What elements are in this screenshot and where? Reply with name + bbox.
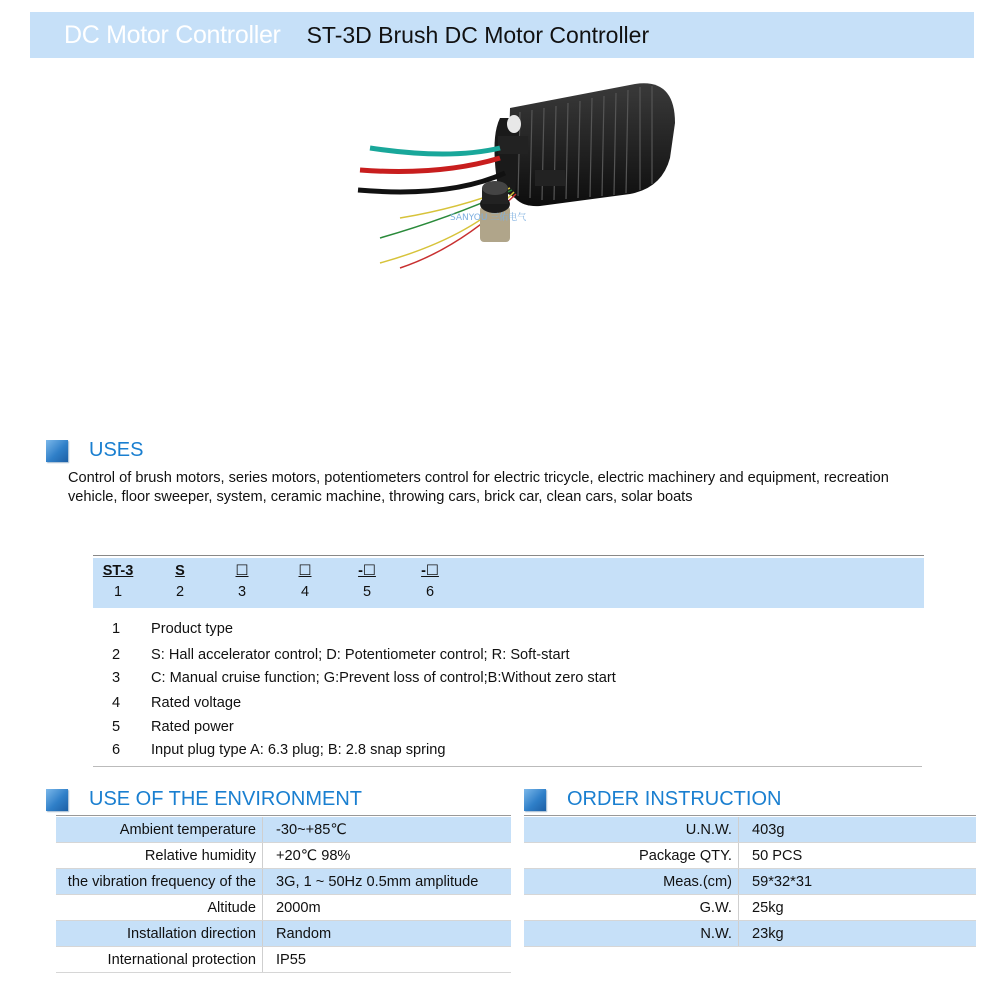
code-part-5: -☐ — [358, 563, 376, 579]
code-number-4: 4 — [300, 584, 310, 600]
code-part-4: ☐ — [298, 563, 312, 579]
legend-number: 4 — [112, 695, 121, 711]
page-title: ST-3D Brush DC Motor Controller — [306, 21, 650, 48]
environment-table-rule — [56, 815, 511, 816]
environment-heading — [46, 788, 362, 811]
env-value: 2000m — [263, 895, 512, 921]
code-top-rule — [93, 555, 924, 556]
legend-number: 1 — [112, 621, 121, 637]
product-image — [340, 78, 690, 278]
code-part-6: -☐ — [421, 563, 439, 579]
uses-heading — [46, 439, 143, 462]
table-row — [524, 895, 976, 921]
order-value: 59*32*31 — [739, 869, 977, 895]
order-label: Meas.(cm) — [524, 869, 739, 895]
env-label: the vibration frequency of the — [56, 869, 263, 895]
uses-description: Control of brush motors, series motors, potentiometers control for electric tricycle, electric machinery and equipment, recreation vehicle, floor sweeper, system, ceramic machine, throwing cars, brick car, clean cars, solar boats — [68, 470, 889, 505]
order-table — [524, 817, 976, 947]
logo-text: SANYOU 三佑电气 — [450, 213, 527, 223]
order-title: ORDER INSTRUCTION — [567, 788, 782, 810]
order-value: 50 PCS — [739, 843, 977, 869]
code-number-6: 6 — [425, 584, 435, 600]
code-number-1: 1 — [113, 584, 123, 600]
table-row — [56, 869, 511, 895]
order-label: N.W. — [524, 921, 739, 947]
code-part-2: S — [175, 563, 185, 579]
env-label: International protection — [56, 947, 263, 973]
env-value: -30~+85℃ — [263, 817, 512, 843]
table-row — [524, 843, 976, 869]
legend-text: Product type — [151, 621, 233, 637]
legend-text: C: Manual cruise function; G:Prevent loss of control;B:Without zero start — [151, 670, 616, 686]
env-label: Installation direction — [56, 921, 263, 947]
environment-title: USE OF THE ENVIRONMENT — [89, 788, 362, 810]
legend-number: 5 — [112, 719, 121, 735]
legend-bottom-rule — [93, 766, 922, 767]
section-square-icon — [46, 789, 68, 811]
section-square-icon — [46, 440, 68, 462]
order-label: Package QTY. — [524, 843, 739, 869]
section-square-icon — [524, 789, 546, 811]
code-part-1: ST-3 — [102, 563, 134, 579]
env-value: +20℃ 98% — [263, 843, 512, 869]
env-label: Ambient temperature — [56, 817, 263, 843]
table-row — [56, 921, 511, 947]
code-number-3: 3 — [237, 584, 247, 600]
legend-number: 3 — [112, 670, 121, 686]
env-value: Random — [263, 921, 512, 947]
order-table-rule — [524, 815, 976, 816]
environment-table — [56, 817, 511, 973]
order-value: 23kg — [739, 921, 977, 947]
legend-text: Rated power — [151, 719, 234, 735]
model-code-band — [93, 558, 924, 608]
table-row — [524, 921, 976, 947]
order-value: 25kg — [739, 895, 977, 921]
legend-text: Rated voltage — [151, 695, 242, 711]
header-bar — [30, 12, 974, 58]
legend-text: Input plug type A: 6.3 plug; B: 2.8 snap spring — [151, 742, 446, 758]
table-row — [56, 947, 511, 973]
env-value: IP55 — [263, 947, 512, 973]
env-value: 3G, 1 ~ 50Hz 0.5mm amplitude — [263, 869, 512, 895]
env-label: Altitude — [56, 895, 263, 921]
order-heading — [524, 788, 781, 811]
header-category: DC Motor Controller — [64, 20, 281, 49]
code-part-3: ☐ — [235, 563, 249, 579]
legend-number: 6 — [112, 742, 121, 758]
table-row — [56, 843, 511, 869]
code-number-5: 5 — [362, 584, 372, 600]
order-value: 403g — [739, 817, 977, 843]
table-row — [524, 869, 976, 895]
uses-title: USES — [89, 439, 144, 461]
legend-number: 2 — [112, 647, 121, 663]
table-row — [524, 817, 976, 843]
order-label: G.W. — [524, 895, 739, 921]
table-row — [56, 895, 511, 921]
env-label: Relative humidity — [56, 843, 263, 869]
legend-text: S: Hall accelerator control; D: Potentiometer control; R: Soft-start — [151, 647, 570, 663]
code-number-2: 2 — [175, 584, 185, 600]
table-row — [56, 817, 511, 843]
order-label: U.N.W. — [524, 817, 739, 843]
